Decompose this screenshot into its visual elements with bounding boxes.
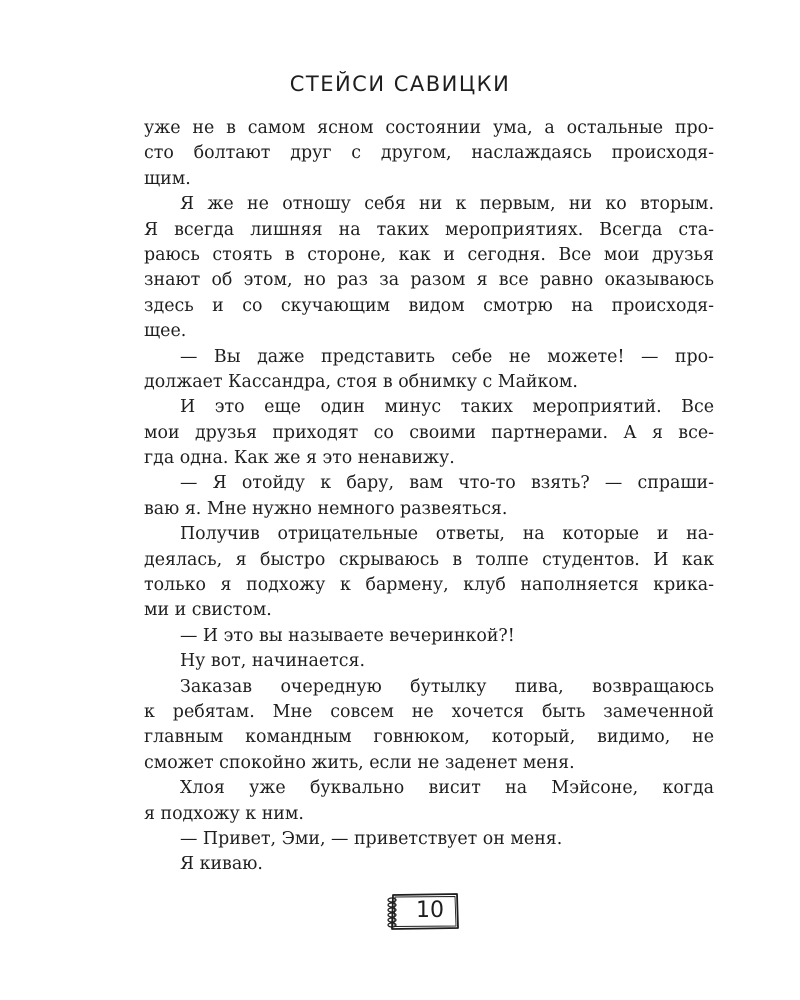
text-line: Я киваю. (180, 854, 263, 875)
text-line: Я всегда лишняя на таких мероприятиях. Всегда ста- (144, 219, 714, 240)
text-line: главным командным говнюком, который, видимо, не (144, 727, 714, 748)
text-line: Заказав очередную бутылку пива, возвращаюсь (180, 676, 714, 697)
text-line: Я же не отношу себя ни к первым, ни ко вторым. (180, 194, 714, 215)
text-line: должает Кассандра, стоя в обнимку с Майком. (144, 371, 578, 392)
page-number-badge (383, 891, 461, 931)
text-line: щим. (144, 168, 191, 189)
text-line: гда одна. Как же я это ненавижу. (144, 448, 455, 469)
text-line: Получив отрицательные ответы, на которые и на- (180, 524, 714, 545)
text-line: здесь и со скучающим видом смотрю на происходя- (144, 295, 714, 316)
text-line: И это еще один минус таких мероприятий. Все (180, 397, 714, 418)
text-line: мои друзья приходят со своими партнерами. А я все- (144, 422, 714, 443)
running-head-author: СТЕЙСИ САВИЦКИ (289, 72, 511, 96)
text-line: ми и свистом. (144, 600, 272, 621)
text-line: сто болтают друг с другом, наслаждаясь происходя- (144, 143, 714, 164)
text-line: уже не в самом ясном состоянии ума, а остальные про- (144, 118, 714, 138)
text-line: знают об этом, но раз за разом я все равно оказываюсь (144, 270, 714, 291)
text-line: — Привет, Эми, — приветствует он меня. (180, 828, 563, 849)
text-line: Хлоя уже буквально висит на Мэйсоне, когда (180, 778, 714, 799)
text-line: Ну вот, начинается. (180, 651, 366, 672)
text-line: я подхожу к ним. (144, 803, 304, 824)
page-number: 10 (416, 898, 444, 923)
text-line: только я подхожу к бармену, клуб наполняется крика- (144, 575, 714, 596)
text-line: щее. (144, 321, 187, 342)
text-line: ваю я. Мне нужно немного развеяться. (144, 498, 508, 519)
text-line: деялась, я быстро скрываюсь в толпе студентов. И как (144, 549, 714, 570)
text-line: сможет спокойно жить, если не заденет меня. (144, 752, 575, 773)
text-line: — Вы даже представить себе не можете! — про- (180, 346, 714, 367)
text-line: — И это вы называете вечеринкой?! (180, 625, 515, 646)
text-line: к ребятам. Мне совсем не хочется быть замеченной (144, 701, 714, 722)
text-line: раюсь стоять в стороне, как и сегодня. Все мои друзья (144, 244, 714, 265)
text-line: — Я отойду к бару, вам что-то взять? — спраши- (180, 473, 714, 494)
body-text (144, 116, 714, 878)
